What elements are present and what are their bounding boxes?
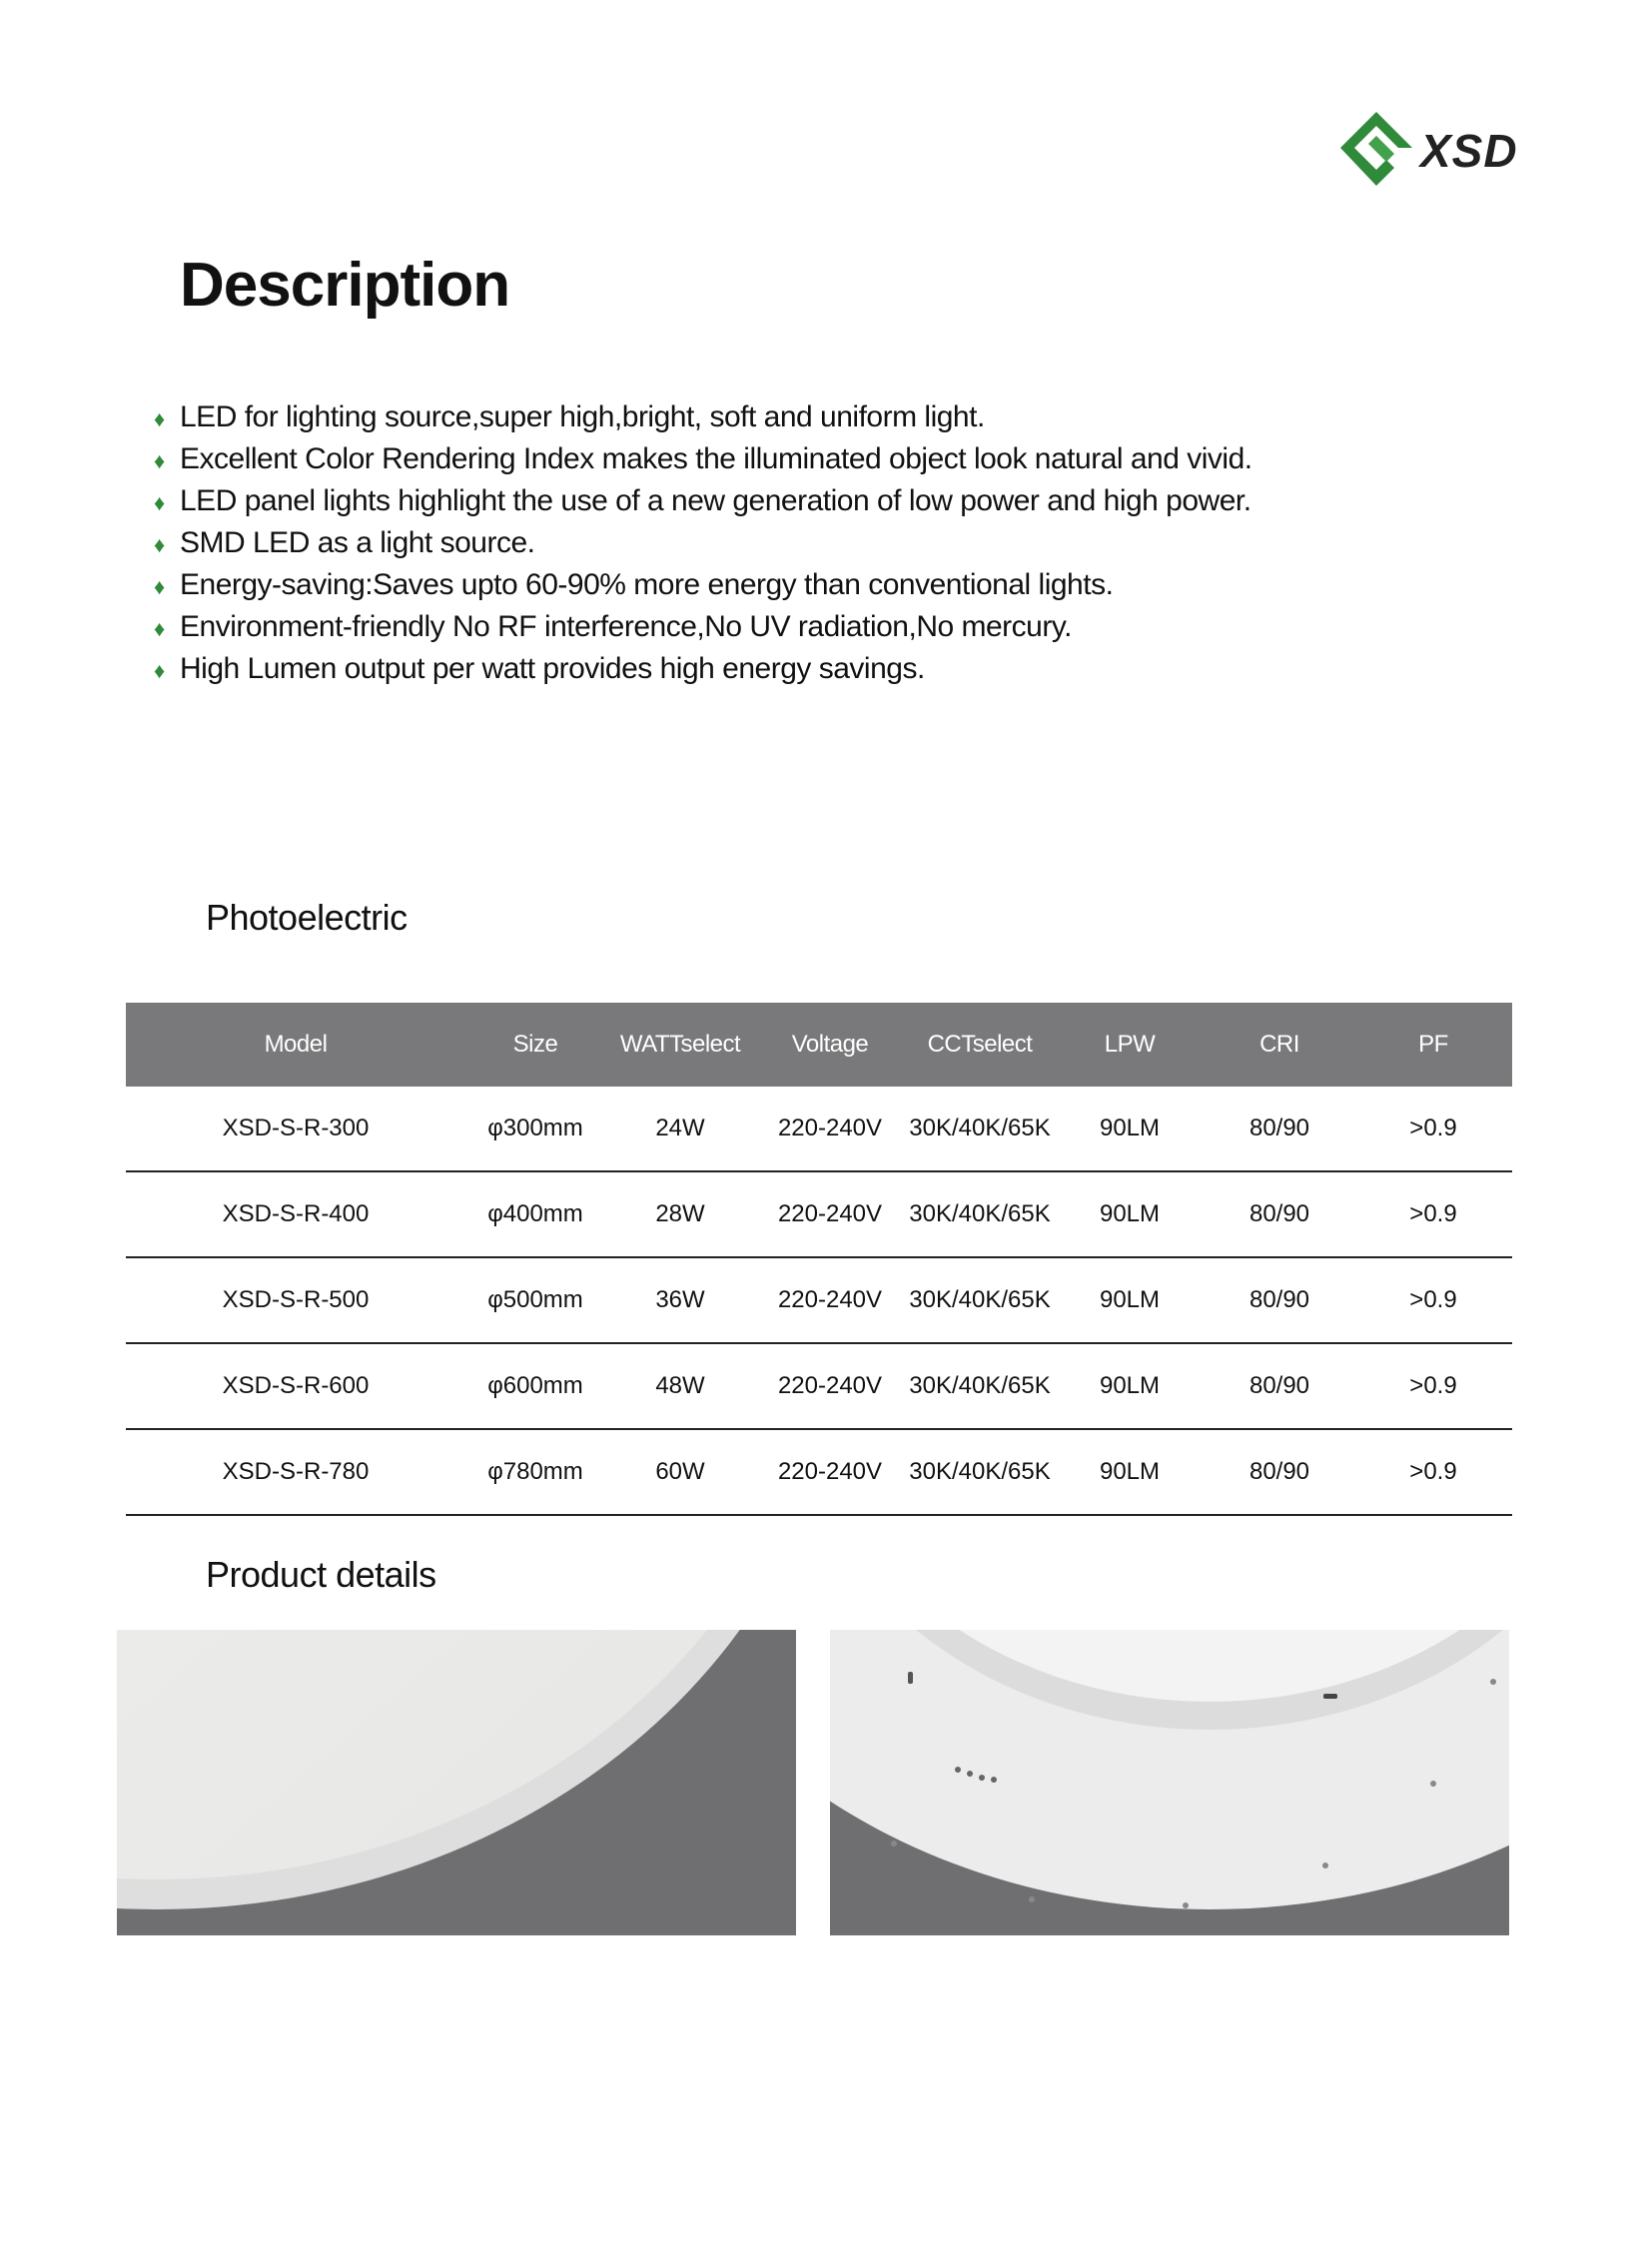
table-cell: XSD-S-R-400 [126, 1171, 465, 1257]
table-cell: 220-240V [755, 1429, 905, 1515]
panel-edge-photo [117, 1630, 796, 1935]
table-cell: XSD-S-R-600 [126, 1343, 465, 1429]
column-header: CRI [1205, 1003, 1354, 1087]
table-cell: 90LM [1055, 1087, 1205, 1171]
table-cell: φ780mm [465, 1429, 605, 1515]
brand-name: XSD [1420, 125, 1518, 177]
table-cell: >0.9 [1354, 1429, 1512, 1515]
table-cell: 30K/40K/65K [905, 1429, 1055, 1515]
table-cell: 36W [605, 1257, 755, 1343]
column-header: Size [465, 1003, 605, 1087]
column-header: Model [126, 1003, 465, 1087]
diamond-bullet-icon: ♦ [154, 448, 165, 473]
table-cell: 90LM [1055, 1429, 1205, 1515]
feature-text: Excellent Color Rendering Index makes the illuminated object look natural and vivid. [180, 442, 1252, 475]
table-cell: 90LM [1055, 1257, 1205, 1343]
table-cell: 90LM [1055, 1343, 1205, 1429]
table-row [126, 1257, 1512, 1343]
table-header-row [126, 1003, 1512, 1087]
column-header: LPW [1055, 1003, 1205, 1087]
diamond-bullet-icon: ♦ [154, 406, 165, 431]
feature-item [154, 649, 1252, 691]
table-row [126, 1087, 1512, 1171]
feature-text: SMD LED as a light source. [180, 526, 535, 559]
table-cell: XSD-S-R-300 [126, 1087, 465, 1171]
table-cell: 30K/40K/65K [905, 1171, 1055, 1257]
feature-text: LED panel lights highlight the use of a new generation of low power and high power. [180, 484, 1251, 517]
feature-list [154, 397, 1252, 691]
diamond-bullet-icon: ♦ [154, 532, 165, 557]
feature-text: Energy-saving:Saves upto 60-90% more energy than conventional lights. [180, 568, 1114, 601]
feature-text: High Lumen output per watt provides high energy savings. [180, 652, 925, 685]
feature-text: LED for lighting source,super high,bright, soft and uniform light. [180, 400, 985, 433]
product-details-title: Product details [206, 1554, 436, 1595]
feature-item [154, 439, 1252, 481]
diamond-bullet-icon: ♦ [154, 574, 165, 599]
page-title: Description [180, 251, 510, 320]
table-cell: 80/90 [1205, 1429, 1354, 1515]
diamond-bullet-icon: ♦ [154, 490, 165, 515]
table-cell: 220-240V [755, 1171, 905, 1257]
column-header: PF [1354, 1003, 1512, 1087]
brand-logo [1336, 108, 1536, 192]
table-cell: >0.9 [1354, 1343, 1512, 1429]
feature-item [154, 397, 1252, 439]
column-header: Voltage [755, 1003, 905, 1087]
table-cell: 80/90 [1205, 1257, 1354, 1343]
table-cell: 220-240V [755, 1087, 905, 1171]
table-cell: XSD-S-R-780 [126, 1429, 465, 1515]
table-cell: φ500mm [465, 1257, 605, 1343]
xsd-logo-icon [1336, 108, 1416, 192]
table-cell: 80/90 [1205, 1343, 1354, 1429]
table-row [126, 1171, 1512, 1257]
spec-table [126, 1003, 1512, 1516]
table-cell: >0.9 [1354, 1171, 1512, 1257]
table-row [126, 1429, 1512, 1515]
table-cell: >0.9 [1354, 1087, 1512, 1171]
feature-text: Environment-friendly No RF interference,No UV radiation,No mercury. [180, 610, 1072, 643]
feature-item [154, 565, 1252, 607]
table-cell: 80/90 [1205, 1087, 1354, 1171]
table-cell: 60W [605, 1429, 755, 1515]
table-cell: φ300mm [465, 1087, 605, 1171]
photoelectric-title: Photoelectric [206, 897, 408, 938]
feature-item [154, 607, 1252, 649]
table-cell: 80/90 [1205, 1171, 1354, 1257]
table-cell: 220-240V [755, 1343, 905, 1429]
table-cell: 30K/40K/65K [905, 1257, 1055, 1343]
table-cell: XSD-S-R-500 [126, 1257, 465, 1343]
table-cell: 90LM [1055, 1171, 1205, 1257]
table-cell: 28W [605, 1171, 755, 1257]
column-header: CCTselect [905, 1003, 1055, 1087]
feature-item [154, 481, 1252, 523]
diamond-bullet-icon: ♦ [154, 616, 165, 641]
table-cell: 30K/40K/65K [905, 1087, 1055, 1171]
feature-item [154, 523, 1252, 565]
table-cell: 48W [605, 1343, 755, 1429]
table-cell: 30K/40K/65K [905, 1343, 1055, 1429]
table-cell: φ600mm [465, 1343, 605, 1429]
column-header: WATTselect [605, 1003, 755, 1087]
table-cell: φ400mm [465, 1171, 605, 1257]
table-row [126, 1343, 1512, 1429]
table-cell: 24W [605, 1087, 755, 1171]
table-cell: >0.9 [1354, 1257, 1512, 1343]
diamond-bullet-icon: ♦ [154, 658, 165, 683]
panel-back-photo [830, 1630, 1509, 1935]
table-cell: 220-240V [755, 1257, 905, 1343]
